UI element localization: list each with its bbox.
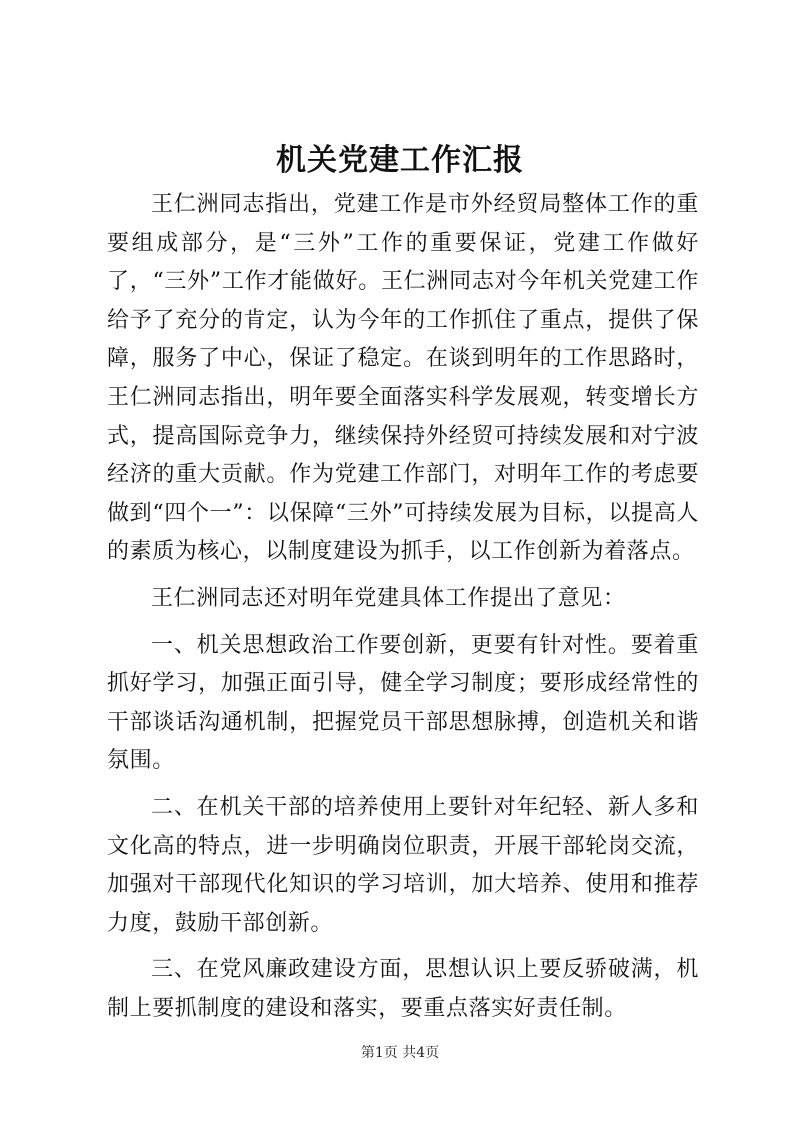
paragraph-4: 二、在机关干部的培养使用上要针对年纪轻、新人多和文化高的特点，进一步明确岗位职责，开展干部轮岗交流，加强对干部现代化知识的学习培训，加大培养、使用和推荐力度，鼓励干部创新。 [107, 794, 699, 936]
paragraph-2: 王仁洲同志还对明年党建具体工作提出了意见： [151, 585, 626, 611]
document-body [107, 186, 699, 1028]
page-footer: 第1页 共4页 [360, 1045, 440, 1061]
paragraph-1: 王仁洲同志指出，党建工作是市外经贸局整体工作的重要组成部分，是“三外”工作的重要保证，党建工作做好了，“三外”工作才能做好。王仁洲同志对今年机关党建工作给予了充分的肯定，认为今年的工作抓住了重点，提供了保障，服务了中心，保证了稳定。在谈到明年的工作思路时，王仁洲同志指出，明年要全面落实科学发展观，转变增长方式，提高国际竞争力，继续保持外经贸可持续发展和对宁波经济的重大贡献。作为党建工作部门，对明年工作的考虑要做到“四个一”：以保障“三外”可持续发展为目标，以提高人的素质为核心，以制度建设为抓手，以工作创新为着落点。 [107, 192, 699, 565]
paragraph-3: 一、机关思想政治工作要创新，更要有针对性。要着重抓好学习，加强正面引导，健全学习制度；要形成经常性的干部谈话沟通机制，把握党员干部思想脉搏，创造机关和谐氛围。 [107, 632, 699, 774]
paragraph-5: 三、在党风廉政建设方面，思想认识上要反骄破满，机制上要抓制度的建设和落实，要重点落实好责任制。 [107, 957, 699, 1021]
document-title: 机关党建工作汇报 [276, 143, 524, 178]
